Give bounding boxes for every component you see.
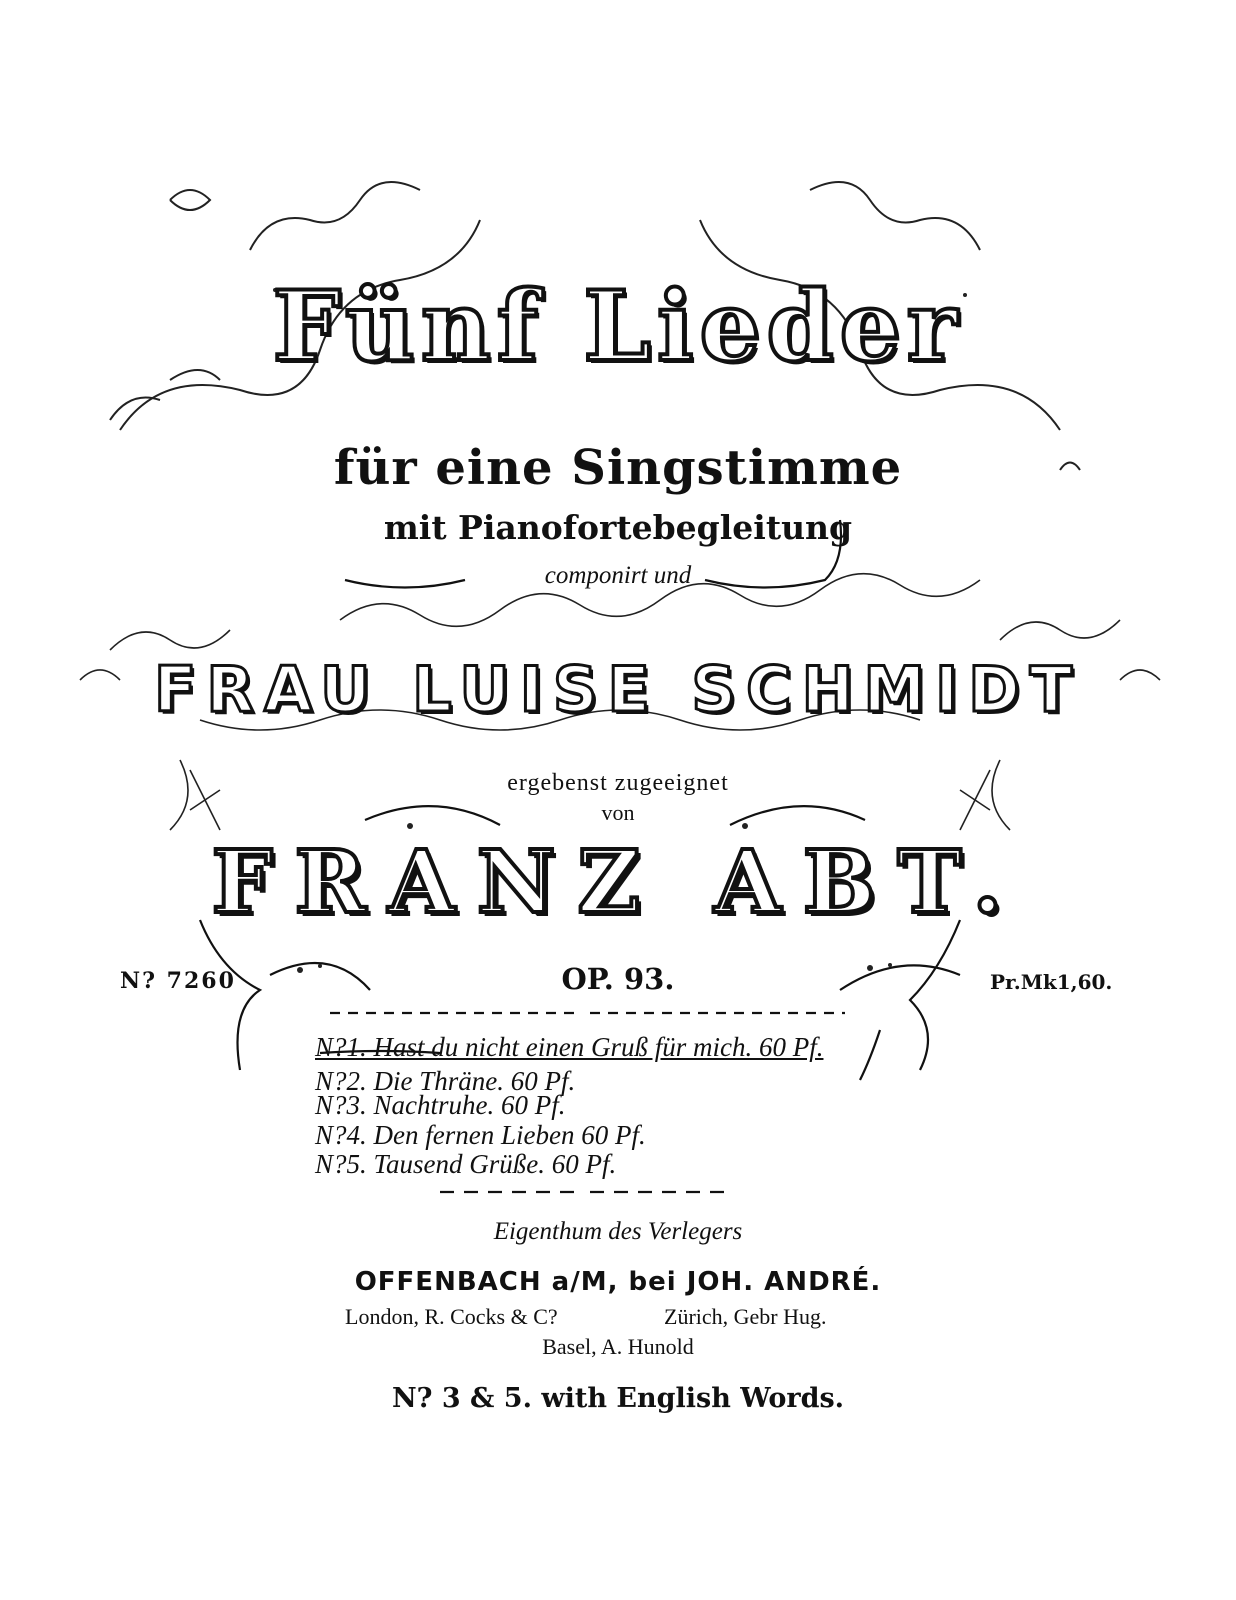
song-item: N?4. Den fernen Lieben 60 Pf. bbox=[315, 1120, 646, 1150]
composer-name: FRANZ ABT. bbox=[211, 832, 1025, 933]
song-item: N?1. Hast du nicht einen Gruß für mich. 60 Pf. bbox=[315, 1032, 824, 1062]
english-words-note: N? 3 & 5. with English Words. bbox=[391, 1383, 845, 1414]
publisher-line: OFFENBACH a/M, bei JOH. ANDRÉ. bbox=[354, 1267, 882, 1297]
dedicatee-name: FRAU LUISE SCHMIDT bbox=[154, 653, 1082, 726]
title: Fünf Lieder bbox=[272, 270, 964, 383]
ownership-note: Eigenthum des Verlegers bbox=[493, 1218, 743, 1245]
song-item: N?3. Nachtruhe. 60 Pf. bbox=[315, 1090, 566, 1120]
subtitle: für eine Singstimme bbox=[333, 440, 903, 496]
agent-london: London, R. Cocks & C? bbox=[345, 1304, 558, 1329]
agent-basel: Basel, A. Hunold bbox=[542, 1334, 694, 1359]
accompaniment-line: mit Pianofortebegleitung bbox=[383, 508, 853, 547]
song-item: N?2. Die Thräne. 60 Pf. bbox=[315, 1066, 576, 1096]
catalog-number: N? 7260 bbox=[120, 968, 236, 994]
composed-and-line: componirt und bbox=[544, 562, 692, 589]
by-line: von bbox=[601, 800, 635, 825]
price: Pr.Mk1,60. bbox=[990, 970, 1113, 994]
agent-zurich: Zürich, Gebr Hug. bbox=[664, 1304, 827, 1329]
song-item: N?5. Tausend Grüße. 60 Pf. bbox=[315, 1149, 617, 1179]
dedication-line: ergebenst zugeeignet bbox=[507, 770, 729, 796]
opus-number: OP. 93. bbox=[561, 962, 675, 996]
